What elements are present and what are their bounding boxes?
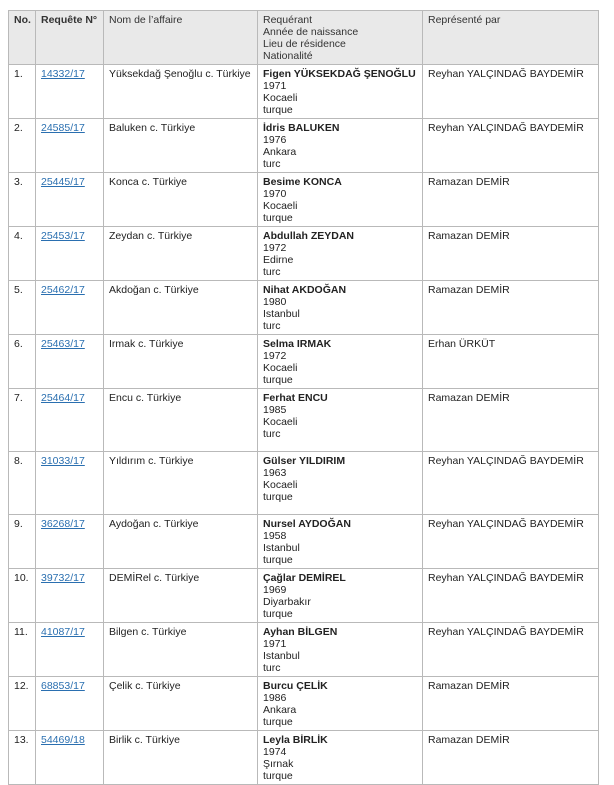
applicant-residence: Istanbul	[263, 650, 300, 662]
requete-link[interactable]: 25462/17	[41, 284, 85, 296]
row-affaire: Aydoğan c. Türkiye	[104, 515, 258, 569]
applicant-residence: Diyarbakır	[263, 596, 311, 608]
table-row	[9, 119, 599, 173]
requete-link[interactable]: 36268/17	[41, 518, 85, 530]
applicant-birth-year: 1970	[263, 188, 287, 200]
applicant-birth-year: 1974	[263, 746, 287, 758]
row-requerant	[258, 281, 423, 335]
table-row	[9, 677, 599, 731]
table-row	[9, 623, 599, 677]
requete-link[interactable]: 68853/17	[41, 680, 85, 692]
row-requerant	[258, 452, 423, 515]
applicant-residence: Istanbul	[263, 542, 300, 554]
row-requerant	[258, 515, 423, 569]
row-no: 5.	[9, 281, 36, 335]
row-represente: Erhan ÜRKÜT	[423, 335, 599, 389]
table-row	[9, 335, 599, 389]
requete-link[interactable]: 54469/18	[41, 734, 85, 746]
applicant-residence: Kocaeli	[263, 200, 298, 212]
row-affaire: Zeydan c. Türkiye	[104, 227, 258, 281]
applicant-birth-year: 1963	[263, 467, 287, 479]
applicant-residence: Kocaeli	[263, 416, 298, 428]
header-represente: Représenté par	[423, 11, 599, 65]
row-affaire: DEMİRel c. Türkiye	[104, 569, 258, 623]
applicants-table-container	[8, 10, 598, 785]
row-requete-cell	[36, 335, 104, 389]
row-requete-cell	[36, 731, 104, 785]
row-affaire: Birlik c. Türkiye	[104, 731, 258, 785]
table-row	[9, 281, 599, 335]
applicant-nationality: turque	[263, 770, 293, 782]
row-no: 11.	[9, 623, 36, 677]
applicant-name: İdris BALUKEN	[263, 122, 340, 134]
applicant-residence: Kocaeli	[263, 479, 298, 491]
header-requete: Requête N°	[36, 11, 104, 65]
applicant-nationality: turque	[263, 374, 293, 386]
applicant-nationality: turque	[263, 554, 293, 566]
requete-link[interactable]: 39732/17	[41, 572, 85, 584]
applicant-nationality: turc	[263, 158, 281, 170]
row-represente: Ramazan DEMİR	[423, 731, 599, 785]
row-requerant	[258, 731, 423, 785]
applicant-nationality: turque	[263, 491, 293, 503]
header-nationality-line: Nationalité	[263, 50, 313, 62]
header-requerant	[258, 11, 423, 65]
row-requerant	[258, 173, 423, 227]
row-no: 13.	[9, 731, 36, 785]
applicant-nationality: turc	[263, 428, 281, 440]
row-requete-cell	[36, 227, 104, 281]
requete-link[interactable]: 25445/17	[41, 176, 85, 188]
row-represente: Reyhan YALÇINDAĞ BAYDEMİR	[423, 515, 599, 569]
table-row	[9, 569, 599, 623]
row-affaire: Baluken c. Türkiye	[104, 119, 258, 173]
header-no: No.	[9, 11, 36, 65]
row-affaire: Yüksekdağ Şenoğlu c. Türkiye	[104, 65, 258, 119]
applicant-name: Abdullah ZEYDAN	[263, 230, 354, 242]
applicant-birth-year: 1958	[263, 530, 287, 542]
row-requerant	[258, 389, 423, 452]
header-birth-year-line: Année de naissance	[263, 26, 359, 38]
row-requete-cell	[36, 569, 104, 623]
applicant-birth-year: 1971	[263, 80, 287, 92]
applicant-name: Ayhan BİLGEN	[263, 626, 338, 638]
header-requerant-line: Requérant	[263, 14, 313, 26]
row-requerant	[258, 227, 423, 281]
row-no: 9.	[9, 515, 36, 569]
row-no: 1.	[9, 65, 36, 119]
requete-link[interactable]: 25464/17	[41, 392, 85, 404]
row-affaire: Konca c. Türkiye	[104, 173, 258, 227]
applicant-name: Burcu ÇELİK	[263, 680, 328, 692]
applicant-name: Besime KONCA	[263, 176, 342, 188]
applicant-name: Çağlar DEMİREL	[263, 572, 346, 584]
table-row	[9, 227, 599, 281]
applicant-name: Nihat AKDOĞAN	[263, 284, 347, 296]
applicant-nationality: turc	[263, 266, 281, 278]
requete-link[interactable]: 25453/17	[41, 230, 85, 242]
applicant-residence: Kocaeli	[263, 362, 298, 374]
applicant-residence: Istanbul	[263, 308, 300, 320]
row-no: 6.	[9, 335, 36, 389]
applicant-name: Nursel AYDOĞAN	[263, 518, 351, 530]
applicant-name: Figen YÜKSEKDAĞ ŞENOĞLU	[263, 68, 416, 80]
applicant-name: Selma IRMAK	[263, 338, 332, 350]
table-row	[9, 65, 599, 119]
applicant-residence: Şırnak	[263, 758, 294, 770]
row-affaire: Yıldırım c. Türkiye	[104, 452, 258, 515]
row-affaire: Encu c. Türkiye	[104, 389, 258, 452]
row-no: 4.	[9, 227, 36, 281]
table-row	[9, 173, 599, 227]
applicant-birth-year: 1969	[263, 584, 287, 596]
applicant-birth-year: 1972	[263, 242, 287, 254]
applicant-nationality: turc	[263, 320, 281, 332]
applicant-nationality: turque	[263, 212, 293, 224]
table-row	[9, 731, 599, 785]
applicant-birth-year: 1971	[263, 638, 287, 650]
row-requerant	[258, 569, 423, 623]
applicant-birth-year: 1976	[263, 134, 287, 146]
row-represente: Reyhan YALÇINDAĞ BAYDEMİR	[423, 623, 599, 677]
row-requete-cell	[36, 119, 104, 173]
row-requerant	[258, 335, 423, 389]
row-requete-cell	[36, 515, 104, 569]
applicant-birth-year: 1985	[263, 404, 287, 416]
row-requete-cell	[36, 281, 104, 335]
row-requerant	[258, 677, 423, 731]
row-represente: Ramazan DEMİR	[423, 173, 599, 227]
row-requerant	[258, 119, 423, 173]
row-no: 2.	[9, 119, 36, 173]
applicant-name: Gülser YILDIRIM	[263, 455, 346, 467]
applicant-nationality: turque	[263, 716, 293, 728]
requete-link[interactable]: 24585/17	[41, 122, 85, 134]
requete-link[interactable]: 41087/17	[41, 626, 85, 638]
row-no: 7.	[9, 389, 36, 452]
applicant-residence: Ankara	[263, 704, 297, 716]
row-represente: Reyhan YALÇINDAĞ BAYDEMİR	[423, 65, 599, 119]
row-no: 12.	[9, 677, 36, 731]
row-affaire: Irmak c. Türkiye	[104, 335, 258, 389]
row-requete-cell	[36, 623, 104, 677]
applicant-nationality: turque	[263, 104, 293, 116]
requete-link[interactable]: 25463/17	[41, 338, 85, 350]
row-requete-cell	[36, 677, 104, 731]
applicant-residence: Kocaeli	[263, 92, 298, 104]
row-requete-cell	[36, 389, 104, 452]
row-affaire: Bilgen c. Türkiye	[104, 623, 258, 677]
row-requerant	[258, 623, 423, 677]
table-row	[9, 452, 599, 515]
row-no: 10.	[9, 569, 36, 623]
applicants-table	[8, 10, 599, 785]
row-represente: Ramazan DEMİR	[423, 389, 599, 452]
applicant-nationality: turc	[263, 662, 281, 674]
applicant-birth-year: 1986	[263, 692, 287, 704]
applicant-name: Leyla BİRLİK	[263, 734, 328, 746]
row-requete-cell	[36, 65, 104, 119]
requete-link[interactable]: 31033/17	[41, 455, 85, 467]
applicant-name: Ferhat ENCU	[263, 392, 328, 404]
applicant-nationality: turque	[263, 608, 293, 620]
row-no: 3.	[9, 173, 36, 227]
row-requete-cell	[36, 452, 104, 515]
applicant-birth-year: 1972	[263, 350, 287, 362]
row-no: 8.	[9, 452, 36, 515]
row-affaire: Çelik c. Türkiye	[104, 677, 258, 731]
row-represente: Ramazan DEMİR	[423, 227, 599, 281]
row-affaire: Akdoğan c. Türkiye	[104, 281, 258, 335]
row-requete-cell	[36, 173, 104, 227]
applicant-residence: Edirne	[263, 254, 294, 266]
applicant-birth-year: 1980	[263, 296, 287, 308]
table-row	[9, 389, 599, 452]
header-residence-line: Lieu de résidence	[263, 38, 346, 50]
table-header-row	[9, 11, 599, 65]
applicant-residence: Ankara	[263, 146, 297, 158]
row-requerant	[258, 65, 423, 119]
header-affaire: Nom de l’affaire	[104, 11, 258, 65]
row-represente: Reyhan YALÇINDAĞ BAYDEMİR	[423, 569, 599, 623]
table-row	[9, 515, 599, 569]
row-represente: Reyhan YALÇINDAĞ BAYDEMİR	[423, 452, 599, 515]
row-represente: Ramazan DEMİR	[423, 677, 599, 731]
row-represente: Reyhan YALÇINDAĞ BAYDEMİR	[423, 119, 599, 173]
requete-link[interactable]: 14332/17	[41, 68, 85, 80]
row-represente: Ramazan DEMİR	[423, 281, 599, 335]
